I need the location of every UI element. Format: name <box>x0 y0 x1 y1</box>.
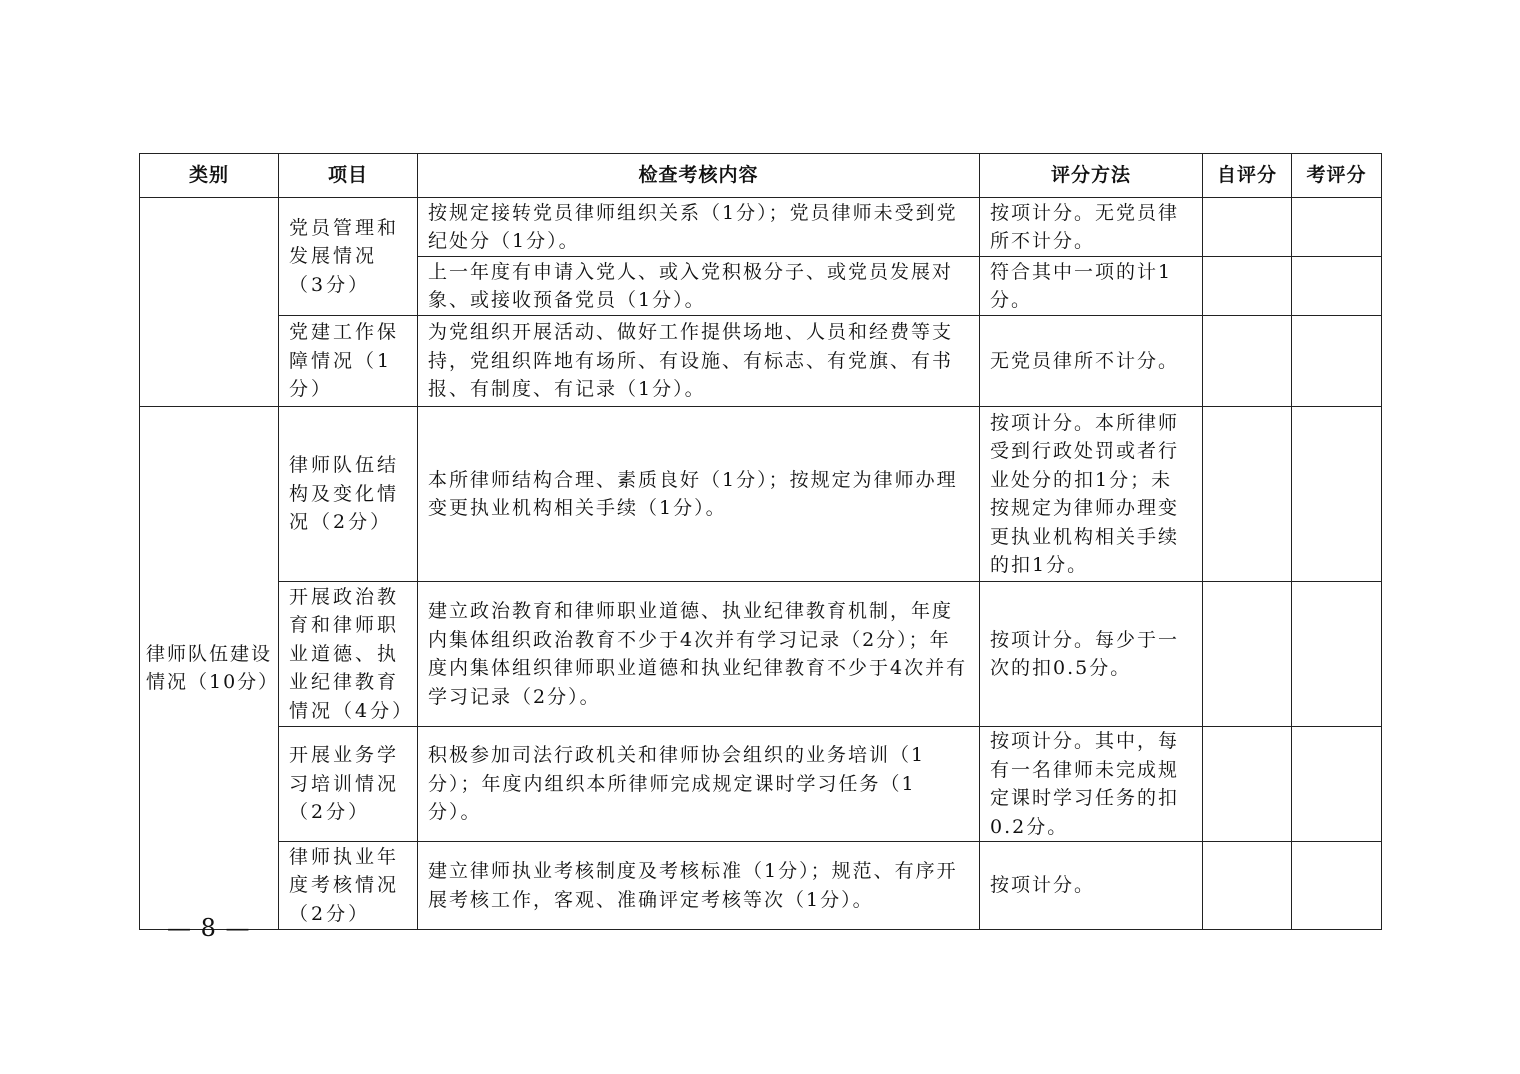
header-review-score: 考评分 <box>1292 154 1382 198</box>
review-score-cell[interactable] <box>1292 727 1382 842</box>
method-cell: 按项计分。本所律师受到行政处罚或者行业处分的扣1分；未按规定为律师办理变更执业机构相关手续的扣1分。 <box>980 407 1203 582</box>
method-cell: 按项计分。每少于一次的扣0.5分。 <box>980 582 1203 727</box>
header-category: 类别 <box>140 154 279 198</box>
item-cell: 开展业务学习培训情况（2分） <box>279 727 418 842</box>
table-row <box>140 727 1382 842</box>
content-cell: 为党组织开展活动、做好工作提供场地、人员和经费等支持，党组织阵地有场所、有设施、有标志、有党旗、有书报、有制度、有记录（1分）。 <box>418 316 980 407</box>
header-item: 项目 <box>279 154 418 198</box>
content-cell: 上一年度有申请入党人、或入党积极分子、或党员发展对象、或接收预备党员（1分）。 <box>418 257 980 316</box>
category-cell <box>140 198 279 407</box>
self-score-cell[interactable] <box>1203 257 1292 316</box>
method-cell: 无党员律所不计分。 <box>980 316 1203 407</box>
self-score-cell[interactable] <box>1203 316 1292 407</box>
self-score-cell[interactable] <box>1203 582 1292 727</box>
item-cell: 律师队伍结构及变化情况（2分） <box>279 407 418 582</box>
item-cell: 党员管理和发展情况（3分） <box>279 198 418 316</box>
table-row <box>140 316 1382 407</box>
header-row <box>140 154 1382 198</box>
table-row <box>140 842 1382 930</box>
self-score-cell[interactable] <box>1203 407 1292 582</box>
method-cell: 按项计分。 <box>980 842 1203 930</box>
content-cell: 按规定接转党员律师组织关系（1分）；党员律师未受到党纪处分（1分）。 <box>418 198 980 257</box>
self-score-cell[interactable] <box>1203 198 1292 257</box>
content-cell: 建立律师执业考核制度及考核标准（1分）；规范、有序开展考核工作，客观、准确评定考核等次（1分）。 <box>418 842 980 930</box>
review-score-cell[interactable] <box>1292 316 1382 407</box>
header-method: 评分方法 <box>980 154 1203 198</box>
table-row <box>140 582 1382 727</box>
review-score-cell[interactable] <box>1292 582 1382 727</box>
header-content: 检查考核内容 <box>418 154 980 198</box>
self-score-cell[interactable] <box>1203 727 1292 842</box>
review-score-cell[interactable] <box>1292 842 1382 930</box>
table-row <box>140 198 1382 257</box>
header-self-score: 自评分 <box>1203 154 1292 198</box>
review-score-cell[interactable] <box>1292 198 1382 257</box>
method-cell: 按项计分。无党员律所不计分。 <box>980 198 1203 257</box>
page-number: — 8 — <box>167 914 251 942</box>
item-cell: 开展政治教育和律师职业道德、执业纪律教育情况（4分） <box>279 582 418 727</box>
review-score-cell[interactable] <box>1292 407 1382 582</box>
evaluation-table <box>139 153 1382 930</box>
table-row <box>140 407 1382 582</box>
content-cell: 本所律师结构合理、素质良好（1分）；按规定为律师办理变更执业机构相关手续（1分）。 <box>418 407 980 582</box>
method-cell: 符合其中一项的计1分。 <box>980 257 1203 316</box>
method-cell: 按项计分。其中，每有一名律师未完成规定课时学习任务的扣0.2分。 <box>980 727 1203 842</box>
review-score-cell[interactable] <box>1292 257 1382 316</box>
content-cell: 建立政治教育和律师职业道德、执业纪律教育机制，年度内集体组织政治教育不少于4次并有学习记录（2分）；年度内集体组织律师职业道德和执业纪律教育不少于4次并有学习记录（2分）。 <box>418 582 980 727</box>
content-cell: 积极参加司法行政机关和律师协会组织的业务培训（1分）；年度内组织本所律师完成规定课时学习任务（1分）。 <box>418 727 980 842</box>
item-cell: 党建工作保障情况（1分） <box>279 316 418 407</box>
self-score-cell[interactable] <box>1203 842 1292 930</box>
item-cell: 律师执业年度考核情况（2分） <box>279 842 418 930</box>
category-cell: 律师队伍建设情况（10分） <box>140 407 279 930</box>
